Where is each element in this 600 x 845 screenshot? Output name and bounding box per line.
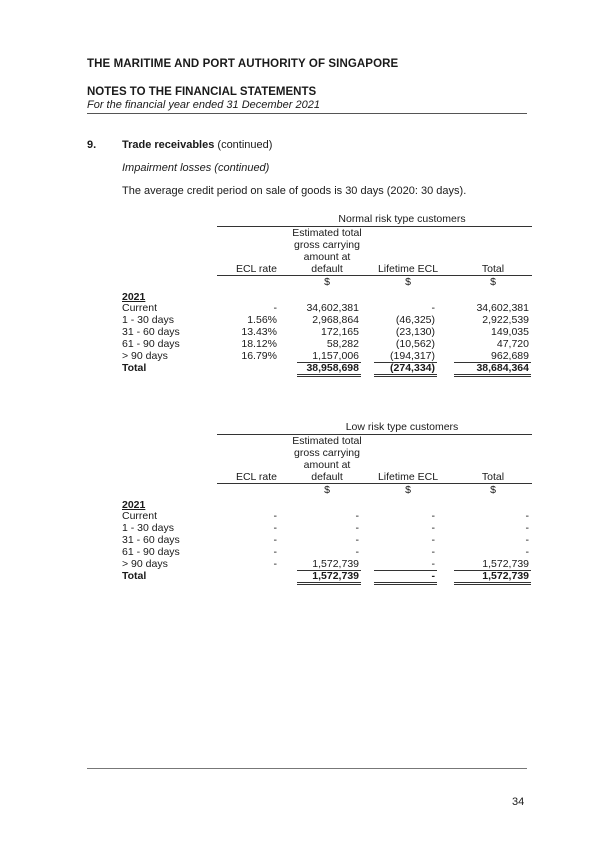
- row-gross: -: [355, 522, 359, 534]
- gross-header-line: Estimated total: [292, 435, 362, 447]
- row-gross: -: [355, 534, 359, 546]
- row-total: 1,572,739: [482, 558, 529, 570]
- total-total: 1,572,739: [482, 570, 529, 582]
- row-gross: 1,572,739: [312, 558, 359, 570]
- total-lifetime-ecl: (274,334): [390, 362, 435, 374]
- section-title: [122, 139, 272, 151]
- row-gross: 1,157,006: [312, 350, 359, 362]
- currency-ecl: $: [405, 484, 411, 496]
- total-gross: 1,572,739: [312, 570, 359, 582]
- row-gross: 172,165: [321, 326, 359, 338]
- total-double-rule: [297, 374, 361, 377]
- section-title-suffix: (continued): [217, 139, 273, 151]
- row-lifetime-ecl: -: [431, 558, 435, 570]
- currency-total: $: [490, 276, 496, 288]
- gross-header-line: default: [311, 263, 343, 275]
- section-title-bold: Trade receivables: [122, 139, 215, 151]
- row-ecl-rate: -: [273, 302, 277, 314]
- total-double-rule: [297, 582, 361, 585]
- row-ecl-rate: 13.43%: [241, 326, 277, 338]
- total-label: Total: [122, 362, 147, 374]
- row-gross: 58,282: [326, 338, 359, 350]
- row-total: 149,035: [491, 326, 529, 338]
- header-rule: [87, 113, 527, 114]
- credit-period-paragraph: The average credit period on sale of goods is 30 days (2020: 30 days).: [122, 185, 467, 197]
- organisation-name: THE MARITIME AND PORT AUTHORITY OF SINGAPORE: [87, 58, 399, 70]
- notes-title: NOTES TO THE FINANCIAL STATEMENTS: [87, 86, 317, 98]
- row-label: 1 - 30 days: [122, 314, 174, 326]
- total-total: 38,684,364: [476, 362, 529, 374]
- row-ecl-rate: -: [273, 558, 277, 570]
- currency-gross: $: [324, 276, 330, 288]
- row-total: 47,720: [496, 338, 529, 350]
- financial-year: For the financial year ended 31 December 2021: [87, 99, 320, 111]
- total-gross: 38,958,698: [306, 362, 359, 374]
- row-ecl-rate: 1.56%: [247, 314, 277, 326]
- gross-header-line: amount at: [303, 251, 351, 263]
- row-ecl-rate: -: [273, 546, 277, 558]
- row-total: -: [525, 534, 529, 546]
- gross-header-line: gross carrying: [294, 239, 360, 251]
- row-lifetime-ecl: -: [431, 522, 435, 534]
- row-total: -: [525, 522, 529, 534]
- row-gross: -: [355, 546, 359, 558]
- row-ecl-rate: -: [273, 534, 277, 546]
- lifetime-ecl-header: Lifetime ECL: [377, 263, 439, 275]
- row-ecl-rate: 16.79%: [241, 350, 277, 362]
- row-total: 962,689: [491, 350, 529, 362]
- row-lifetime-ecl: -: [431, 534, 435, 546]
- row-gross: -: [355, 510, 359, 522]
- gross-header-line: default: [311, 471, 343, 483]
- row-label: 31 - 60 days: [122, 534, 180, 546]
- footer-rule: [87, 768, 527, 769]
- row-lifetime-ecl: -: [431, 546, 435, 558]
- row-gross: 2,968,864: [312, 314, 359, 326]
- row-total: 34,602,381: [476, 302, 529, 314]
- year-label: 2021: [122, 291, 146, 303]
- row-lifetime-ecl: (23,130): [395, 326, 435, 338]
- row-label: > 90 days: [122, 350, 168, 362]
- row-gross: 34,602,381: [306, 302, 359, 314]
- currency-total: $: [490, 484, 496, 496]
- total-header: Total: [481, 471, 505, 483]
- row-ecl-rate: -: [273, 522, 277, 534]
- row-lifetime-ecl: (46,325): [395, 314, 435, 326]
- row-lifetime-ecl: (194,317): [390, 350, 435, 362]
- group-title: Low risk type customers: [345, 421, 459, 433]
- row-label: Current: [122, 302, 158, 314]
- row-ecl-rate: 18.12%: [241, 338, 277, 350]
- row-lifetime-ecl: (10,562): [395, 338, 435, 350]
- ecl-rate-header: ECL rate: [235, 263, 277, 275]
- group-title: Normal risk type customers: [338, 213, 466, 225]
- row-total: 2,922,539: [482, 314, 529, 326]
- row-label: 1 - 30 days: [122, 522, 174, 534]
- total-label: Total: [122, 570, 147, 582]
- gross-header-line: amount at: [303, 459, 351, 471]
- total-double-rule: [374, 582, 437, 585]
- section-subtitle: Impairment losses (continued): [122, 162, 270, 174]
- row-total: -: [525, 510, 529, 522]
- year-label: 2021: [122, 499, 146, 511]
- lifetime-ecl-header: Lifetime ECL: [377, 471, 439, 483]
- row-lifetime-ecl: -: [431, 302, 435, 314]
- currency-ecl: $: [405, 276, 411, 288]
- ecl-rate-header: ECL rate: [235, 471, 277, 483]
- currency-gross: $: [324, 484, 330, 496]
- total-double-rule: [454, 374, 531, 377]
- row-label: Current: [122, 510, 158, 522]
- row-ecl-rate: -: [273, 510, 277, 522]
- row-label: 31 - 60 days: [122, 326, 180, 338]
- total-double-rule: [454, 582, 531, 585]
- gross-header-line: Estimated total: [292, 227, 362, 239]
- gross-header-line: gross carrying: [294, 447, 360, 459]
- page-number: 34: [512, 796, 525, 808]
- total-lifetime-ecl: -: [431, 570, 435, 582]
- section-number: 9.: [87, 139, 97, 151]
- row-label: 61 - 90 days: [122, 338, 180, 350]
- total-header: Total: [481, 263, 505, 275]
- row-total: -: [525, 546, 529, 558]
- total-double-rule: [374, 374, 437, 377]
- row-label: 61 - 90 days: [122, 546, 180, 558]
- row-lifetime-ecl: -: [431, 510, 435, 522]
- row-label: > 90 days: [122, 558, 168, 570]
